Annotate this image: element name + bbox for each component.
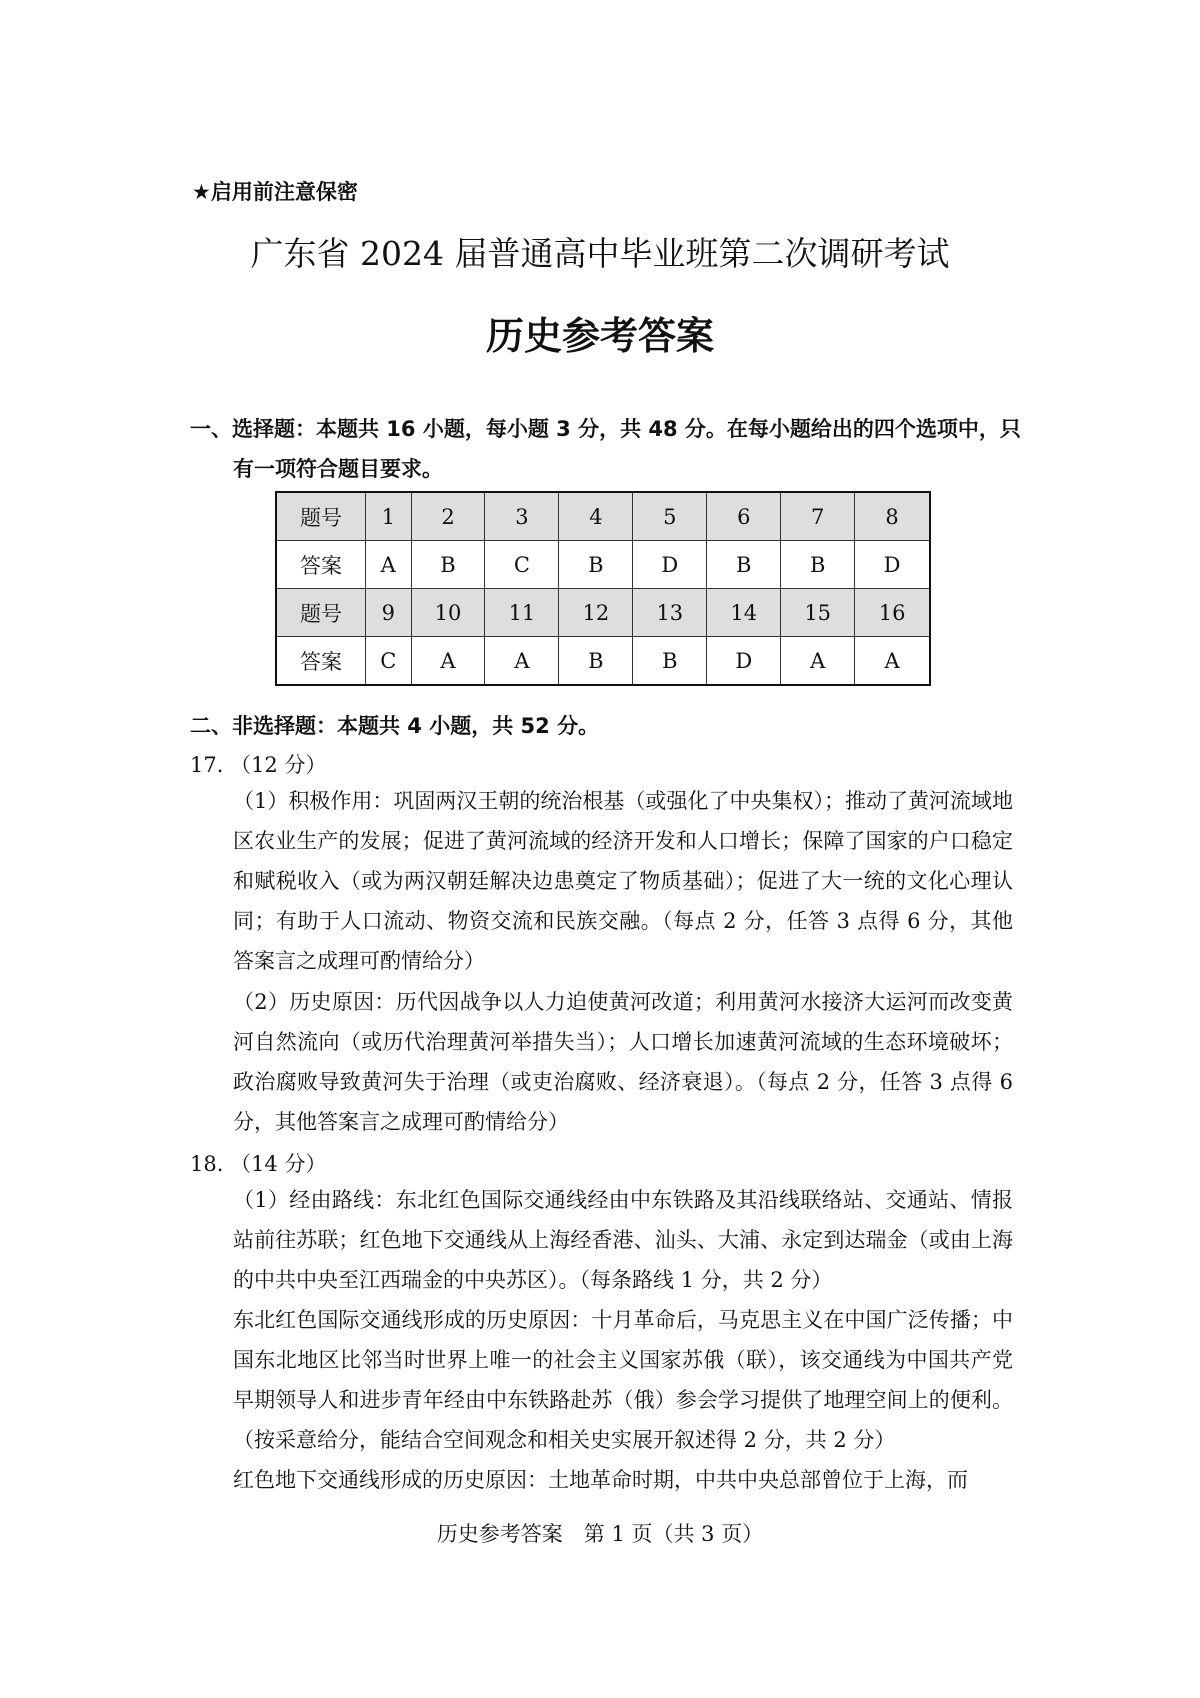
exam-title: 广东省 2024 届普通高中毕业班第二次调研考试 [250, 234, 950, 273]
answer-row [276, 541, 930, 589]
section2-heading: 二、非选择题：本题共 4 小题，共 52 分。 [190, 714, 600, 738]
question-17-part2: （2）历史原因：历代因战争以人力迫使黄河改道；利用黄河水接济大运河而改变黄河自然流向（或历代治理黄河举措失当）；人口增长加速黄河流域的生态环境破坏；政治腐败导致黄河失于治理（或吏治腐败、经济衰退）。（每点 2 分，任答 3 点得 6 分，其他答案言之成理可酌情给分） [233, 990, 1013, 1134]
answer-cell: A [411, 637, 485, 686]
answer-cell: D [855, 541, 930, 589]
row-label: 题号 [276, 492, 366, 541]
question-number: 2 [411, 492, 485, 541]
answer-cell: D [633, 541, 707, 589]
section1-heading-cont: 有一项符合题目要求。 [233, 457, 443, 481]
answer-cell: B [559, 637, 633, 686]
answer-table [275, 491, 931, 686]
question-number: 1 [366, 492, 412, 541]
subject-title: 历史参考答案 [485, 314, 714, 358]
question-number-row [276, 492, 930, 541]
answer-cell: D [707, 637, 781, 686]
question-number: 6 [707, 492, 781, 541]
question-number-row [276, 589, 930, 637]
answer-cell: C [366, 637, 412, 686]
answer-cell: A [366, 541, 412, 589]
question-number: 11 [485, 589, 559, 637]
question-number: 14 [707, 589, 781, 637]
question-number: 9 [366, 589, 412, 637]
question-number: 13 [633, 589, 707, 637]
answer-cell: B [411, 541, 485, 589]
answer-cell: B [633, 637, 707, 686]
question-18-part1: （1）经由路线：东北红色国际交通线经由中东铁路及其沿线联络站、交通站、情报站前往苏联；红色地下交通线从上海经香港、汕头、大浦、永定到达瑞金（或由上海的中共中央至江西瑞金的中央苏区）。（每条路线 1 分，共 2 分） [233, 1188, 1013, 1292]
confidential-notice: ★启用前注意保密 [192, 180, 358, 204]
page-footer: 历史参考答案 第 1 页（共 3 页） [436, 1522, 764, 1546]
question-17-label: 17. （12 分） [190, 753, 327, 777]
question-number: 12 [559, 589, 633, 637]
question-number: 5 [633, 492, 707, 541]
question-number: 15 [781, 589, 855, 637]
row-label: 答案 [276, 541, 366, 589]
question-18-label: 18. （14 分） [190, 1152, 327, 1176]
answer-row [276, 637, 930, 686]
question-18-paragraph: 东北红色国际交通线形成的历史原因：十月革命后，马克思主义在中国广泛传播；中国东北地区比邻当时世界上唯一的社会主义国家苏俄（联），该交通线为中国共产党早期领导人和进步青年经由中东铁路赴苏（俄）参会学习提供了地理空间上的便利。（按采意给分，能结合空间观念和相关史实展开叙述得 2 分，共 2 分） [233, 1308, 1013, 1452]
row-label: 题号 [276, 589, 366, 637]
answer-cell: B [781, 541, 855, 589]
answer-cell: C [485, 541, 559, 589]
question-number: 10 [411, 589, 485, 637]
question-18-paragraph: 红色地下交通线形成的历史原因：土地革命时期，中共中央总部曾位于上海，而 [233, 1468, 968, 1492]
question-number: 8 [855, 492, 930, 541]
question-number: 3 [485, 492, 559, 541]
question-number: 4 [559, 492, 633, 541]
answer-cell: B [707, 541, 781, 589]
question-17-part1: （1）积极作用：巩固两汉王朝的统治根基（或强化了中央集权）；推动了黄河流域地区农业生产的发展；促进了黄河流域的经济开发和人口增长；保障了国家的户口稳定和赋税收入（或为两汉朝廷解决边患奠定了物质基础）；促进了大一统的文化心理认同；有助于人口流动、物资交流和民族交融。（每点 2 分，任答 3 点得 6 分，其他答案言之成理可酌情给分） [233, 789, 1013, 973]
question-number: 7 [781, 492, 855, 541]
answer-cell: B [559, 541, 633, 589]
answer-cell: A [485, 637, 559, 686]
row-label: 答案 [276, 637, 366, 686]
answer-cell: A [781, 637, 855, 686]
question-number: 16 [855, 589, 930, 637]
answer-cell: A [855, 637, 930, 686]
section1-heading: 一、选择题：本题共 16 小题，每小题 3 分，共 48 分。在每小题给出的四个选项中，只 [190, 417, 1021, 441]
